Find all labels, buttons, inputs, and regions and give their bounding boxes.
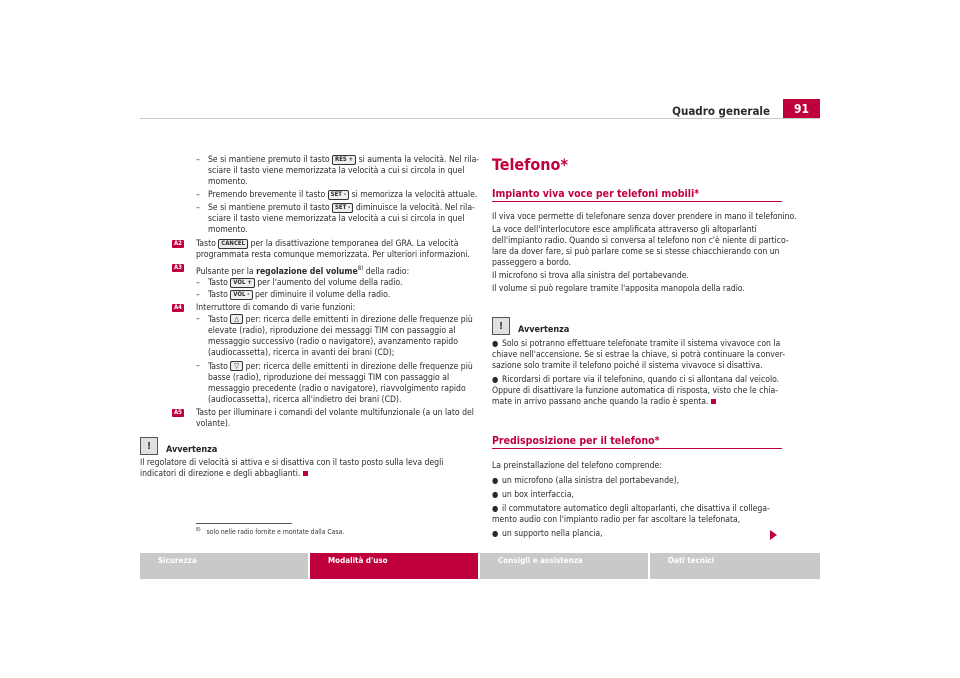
item-a5: A5 Tasto per illuminare i comandi del volante multifunzionale (a un lato del: [174, 407, 474, 418]
dash-item-cont: sciare il tasto viene memorizzata la velocità a cui si circola in quel: [208, 166, 465, 176]
footer-tab-sicurezza[interactable]: Sicurezza: [140, 553, 308, 579]
bullet-icon: ●: [492, 476, 499, 485]
left-column: [174, 155, 480, 430]
list-item: ● un box interfaccia,: [492, 490, 574, 500]
dash-item: – Premendo brevemente il tasto SET - si memorizza la velocità attuale.: [196, 190, 478, 200]
badge-a5: A5: [174, 408, 182, 416]
dash-item: – Tasto VOL + per l'aumento del volume della radio.: [196, 277, 403, 288]
dash-item: – Tasto VOL - per diminuire il volume della radio.: [196, 289, 391, 300]
note-bullet: ● Ricordarsi di portare via il telefonino, quando ci si allontana dal veicolo.: [492, 375, 780, 385]
res-plus-key: RES +: [332, 155, 356, 165]
footer-tab-dati-tecnici[interactable]: Dati tecnici: [650, 553, 820, 579]
note-title: Avvertenza: [166, 445, 218, 455]
note-bullet: ● Solo si potranno effettuare telefonate tramite il sistema vivavoce con la: [492, 339, 781, 349]
subsection-title-handsfree: Impianto viva voce per telefoni mobili*: [492, 188, 700, 200]
paragraph: La preinstallazione del telefono comprende:: [492, 461, 662, 471]
dash-item: – Se si mantiene premuto il tasto SET - diminuisce la velocità. Nel rila-: [196, 203, 475, 213]
subsection-rule: [492, 201, 782, 202]
badge-a4: A4: [174, 303, 182, 311]
bullet-icon: ●: [492, 490, 499, 499]
dash-item-cont: momento.: [208, 225, 248, 235]
item-a5-cont: volante).: [196, 418, 231, 429]
dash-item-cont: (audiocassetta), ricerca all'indietro dei brani (CD).: [208, 394, 402, 405]
item-a4: A4 Interruttore di comando di varie funzioni:: [174, 302, 356, 313]
continue-arrow-icon: [770, 530, 777, 540]
set-minus-key: SET -: [332, 203, 353, 213]
section-title: Telefono*: [492, 155, 568, 174]
paragraph: Il volume si può regolare tramite l'apposita manopola della radio.: [492, 284, 745, 294]
right-list: La preinstallazione del telefono comprende: ● un microfono (alla sinistra del portabevande), ● un box interfaccia, ● il commutatore automatico degli altoparlanti, che disattiva il collega- mento audio con l'impianto radio per far ascoltare la telefonata, ● un supporto nella plancia,: [492, 461, 792, 540]
header-rule: [140, 118, 820, 119]
subsection-title-phone-prep: Predisposizione per il telefono*: [492, 435, 660, 447]
end-mark-icon: [711, 399, 716, 404]
item-a2-cont: programmata resta comunque memorizzata. Per ulteriori informazioni.: [196, 250, 470, 260]
dash-item-cont: (audiocassetta), ricerca in avanti dei brani (CD);: [208, 347, 395, 358]
footer-tab-consigli-assistenza[interactable]: Consigli e assistenza: [480, 553, 648, 579]
bullet-icon: ●: [492, 529, 499, 538]
set-minus-key: SET -: [328, 190, 349, 200]
badge-a3: A3: [174, 264, 182, 271]
vol-plus-key: VOL +: [230, 278, 255, 288]
note-line: indicatori di direzione e degli abbaglianti.: [140, 469, 480, 480]
paragraph: La voce dell'interlocutore esce amplificata attraverso gli altoparlanti: [492, 225, 757, 235]
item-a3: A3 Pulsante per la regolazione del volume$^{8)}$ della radio:: [174, 264, 410, 277]
bullet-icon: ●: [492, 375, 499, 384]
dash-item-cont: momento.: [208, 177, 248, 187]
dash-item-cont: elevate (radio), riproduzione dei messaggi TIM con passaggio al: [208, 325, 456, 336]
footnote: $^{8)}$ solo nelle radio fornite e montate dalla Casa.: [196, 527, 345, 537]
note-icon: !: [492, 317, 510, 335]
list-item: ● il commutatore automatico degli altoparlanti, che disattiva il collega-: [492, 504, 770, 514]
badge-a2: A2: [174, 240, 182, 247]
dash-item-cont: messaggio precedente (radio o navigatore), riavvolgimento rapido: [208, 383, 466, 394]
dash-item: – Tasto ▽ per: ricerca delle emittenti in direzione delle frequenze più: [196, 360, 473, 372]
page-header-title: Quadro generale: [672, 104, 770, 118]
note-title: Avvertenza: [518, 325, 570, 335]
arrow-down-key-icon: ▽: [230, 361, 243, 371]
vol-minus-key: VOL -: [230, 290, 252, 300]
footer-nav: [140, 553, 820, 579]
page-number: 91: [783, 99, 820, 119]
arrow-up-key-icon: △: [230, 314, 243, 324]
footer-tab-modalita-uso[interactable]: Modalità d'uso: [310, 553, 478, 579]
note-icon: !: [140, 437, 158, 455]
cancel-key: CANCEL: [218, 239, 248, 249]
bullet-icon: ●: [492, 339, 499, 348]
note-line: Il regolatore di velocità si attiva e si disattiva con il tasto posto sulla leva degli: [140, 458, 444, 468]
subsection-rule: [492, 448, 782, 449]
end-mark-icon: [303, 471, 308, 476]
bullet-icon: ●: [492, 504, 499, 513]
footnote-rule: [196, 523, 292, 524]
item-a2: A2 Tasto CANCEL per la disattivazione temporanea del GRA. La velocità: [174, 239, 459, 249]
dash-item: – Tasto △ per: ricerca delle emittenti in direzione delle frequenze più: [196, 313, 473, 325]
paragraph: Il microfono si trova alla sinistra del portabevande.: [492, 271, 689, 281]
list-item: ● un supporto nella plancia,: [492, 529, 603, 539]
dash-item: – Se si mantiene premuto il tasto RES + si aumenta la velocità. Nel rila-: [196, 155, 480, 165]
left-note: [140, 437, 480, 480]
paragraph: Il viva voce permette di telefonare senza dover prendere in mano il telefonino.: [492, 212, 797, 222]
dash-item-cont: messaggio successivo (radio o navigatore), avanzamento rapido: [208, 336, 458, 347]
right-column-text: Il viva voce permette di telefonare senza dover prendere in mano il telefonino. La voce dell'interlocutore esce amplificata attraverso gli altoparlanti dell'impianto radio. Quando si conversa al telefono non c'è niente di partico- lare da dover fare, si può parlare come se si stesse chiacchierando con un passeggero a bordo. Il microfono si trova alla sinistra del portabevande. Il volume si può regolare tramite l'apposita manopola della radio.: [492, 212, 797, 294]
list-item: ● un microfono (alla sinistra del portabevande),: [492, 476, 680, 486]
dash-item-cont: basse (radio), riproduzione dei messaggi TIM con passaggio al: [208, 372, 450, 383]
dash-item-cont: sciare il tasto viene memorizzata la velocità a cui si circola in quel: [208, 214, 465, 224]
right-note: ! Avvertenza ● Solo si potranno effettuare telefonate tramite il sistema vivavoce con la chiave nell'accensione. Se si estrae la chiave, si potrà continuare la conver- sazione solo tramite il telefono poiché il sistema vivavoce si disattiva. ● Ricordarsi di portare via il telefonino, quando ci si allontana dal veicolo. Oppure di disattivare la funzione automatica di risposta, visto che le chia- mate in arrivo passano anche quando la radio è spenta.: [492, 317, 792, 408]
